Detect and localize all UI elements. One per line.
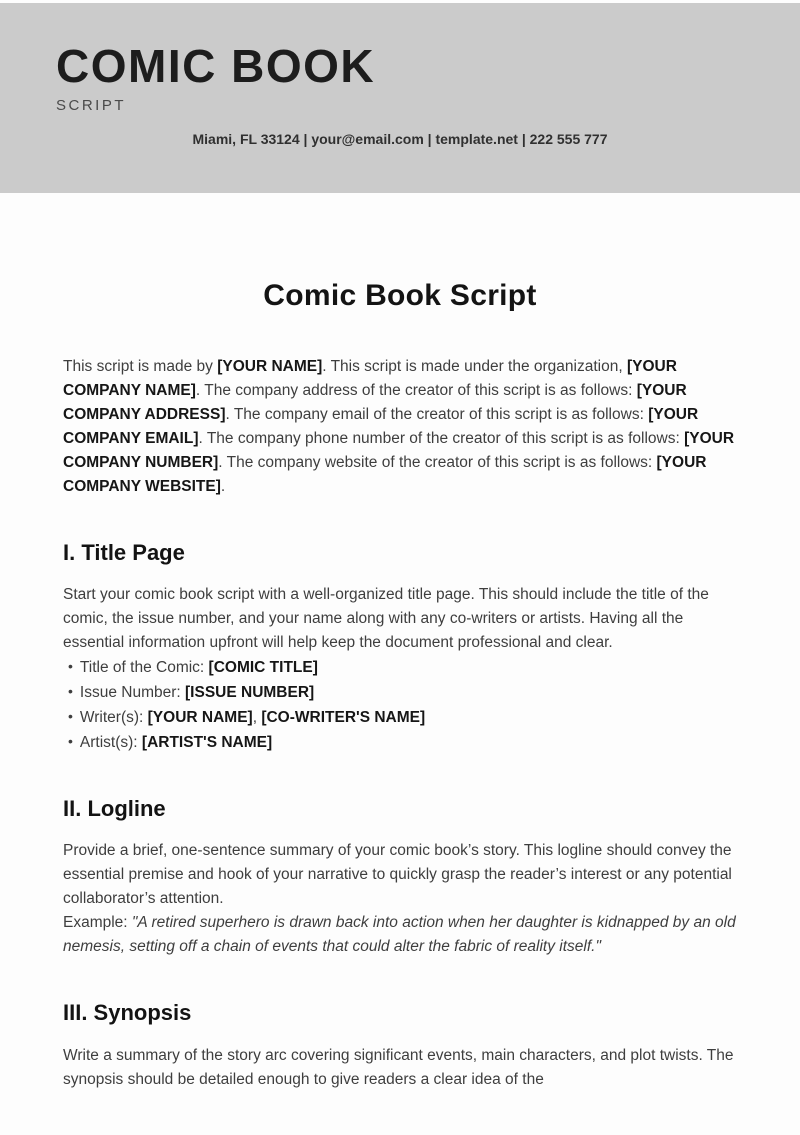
document-body [0, 279, 800, 1092]
intro-paragraph: This script is made by [YOUR NAME]. This script is made under the organization, [YOUR COMPANY NAME]. The company address of the creator of this script is as follows: [YOUR COMPANY ADDRESS]. The company email of the creator of this script is as follows: [YOUR COMPANY EMAIL]. The company phone number of the creator of this script is as follows: [YOUR COMPANY NUMBER]. The company website of the creator of this script is as follows: [YOUR COMPANY WEBSITE]. [63, 357, 735, 495]
section-paragraph: Start your comic book script with a well-organized title page. This should include the title of the comic, the issue number, and your name along with any co-writers or artists. Having all the essential information upfront will help keep the document professional and clear. [63, 585, 709, 651]
list-item: • Writer(s): [YOUR NAME], [CO-WRITER'S NAME] [68, 705, 737, 730]
example-paragraph: Example: "A retired superhero is drawn back into action when her daughter is kidnapped by an old nemesis, setting off a chain of events that could alter the fabric of reality itself." [63, 914, 736, 956]
list-item: • Artist(s): [ARTIST'S NAME] [68, 730, 737, 755]
list-item: • Title of the Comic: [COMIC TITLE] [68, 655, 737, 680]
section-paragraph: Provide a brief, one-sentence summary of your comic book’s story. This logline should convey the essential premise and hook of your narrative to quickly grasp the reader’s interest or any potential collaborator’s attention. [63, 842, 732, 908]
section-heading-synopsis: III. Synopsis [63, 1000, 192, 1026]
section-title-page [63, 540, 737, 755]
list-item: • Issue Number: [ISSUE NUMBER] [68, 680, 737, 705]
contact-line: Miami, FL 33124 | your@email.com | template.net | 222 555 777 [192, 131, 608, 148]
document-title: Comic Book Script [263, 279, 537, 312]
section-heading-title-page: I. Title Page [63, 539, 185, 565]
bullet-list [63, 655, 737, 755]
section-heading-logline: II. Logline [63, 795, 166, 821]
brand-title: COMIC BOOK [56, 40, 376, 92]
section-synopsis [63, 1000, 737, 1091]
letterhead [0, 3, 800, 193]
section-logline [63, 796, 737, 959]
section-paragraph: Write a summary of the story arc covering significant events, main characters, and plot twists. The synopsis should be detailed enough to give readers a clear idea of the [63, 1046, 734, 1088]
document-page [0, 3, 800, 1135]
brand-subtitle: SCRIPT [56, 97, 127, 115]
